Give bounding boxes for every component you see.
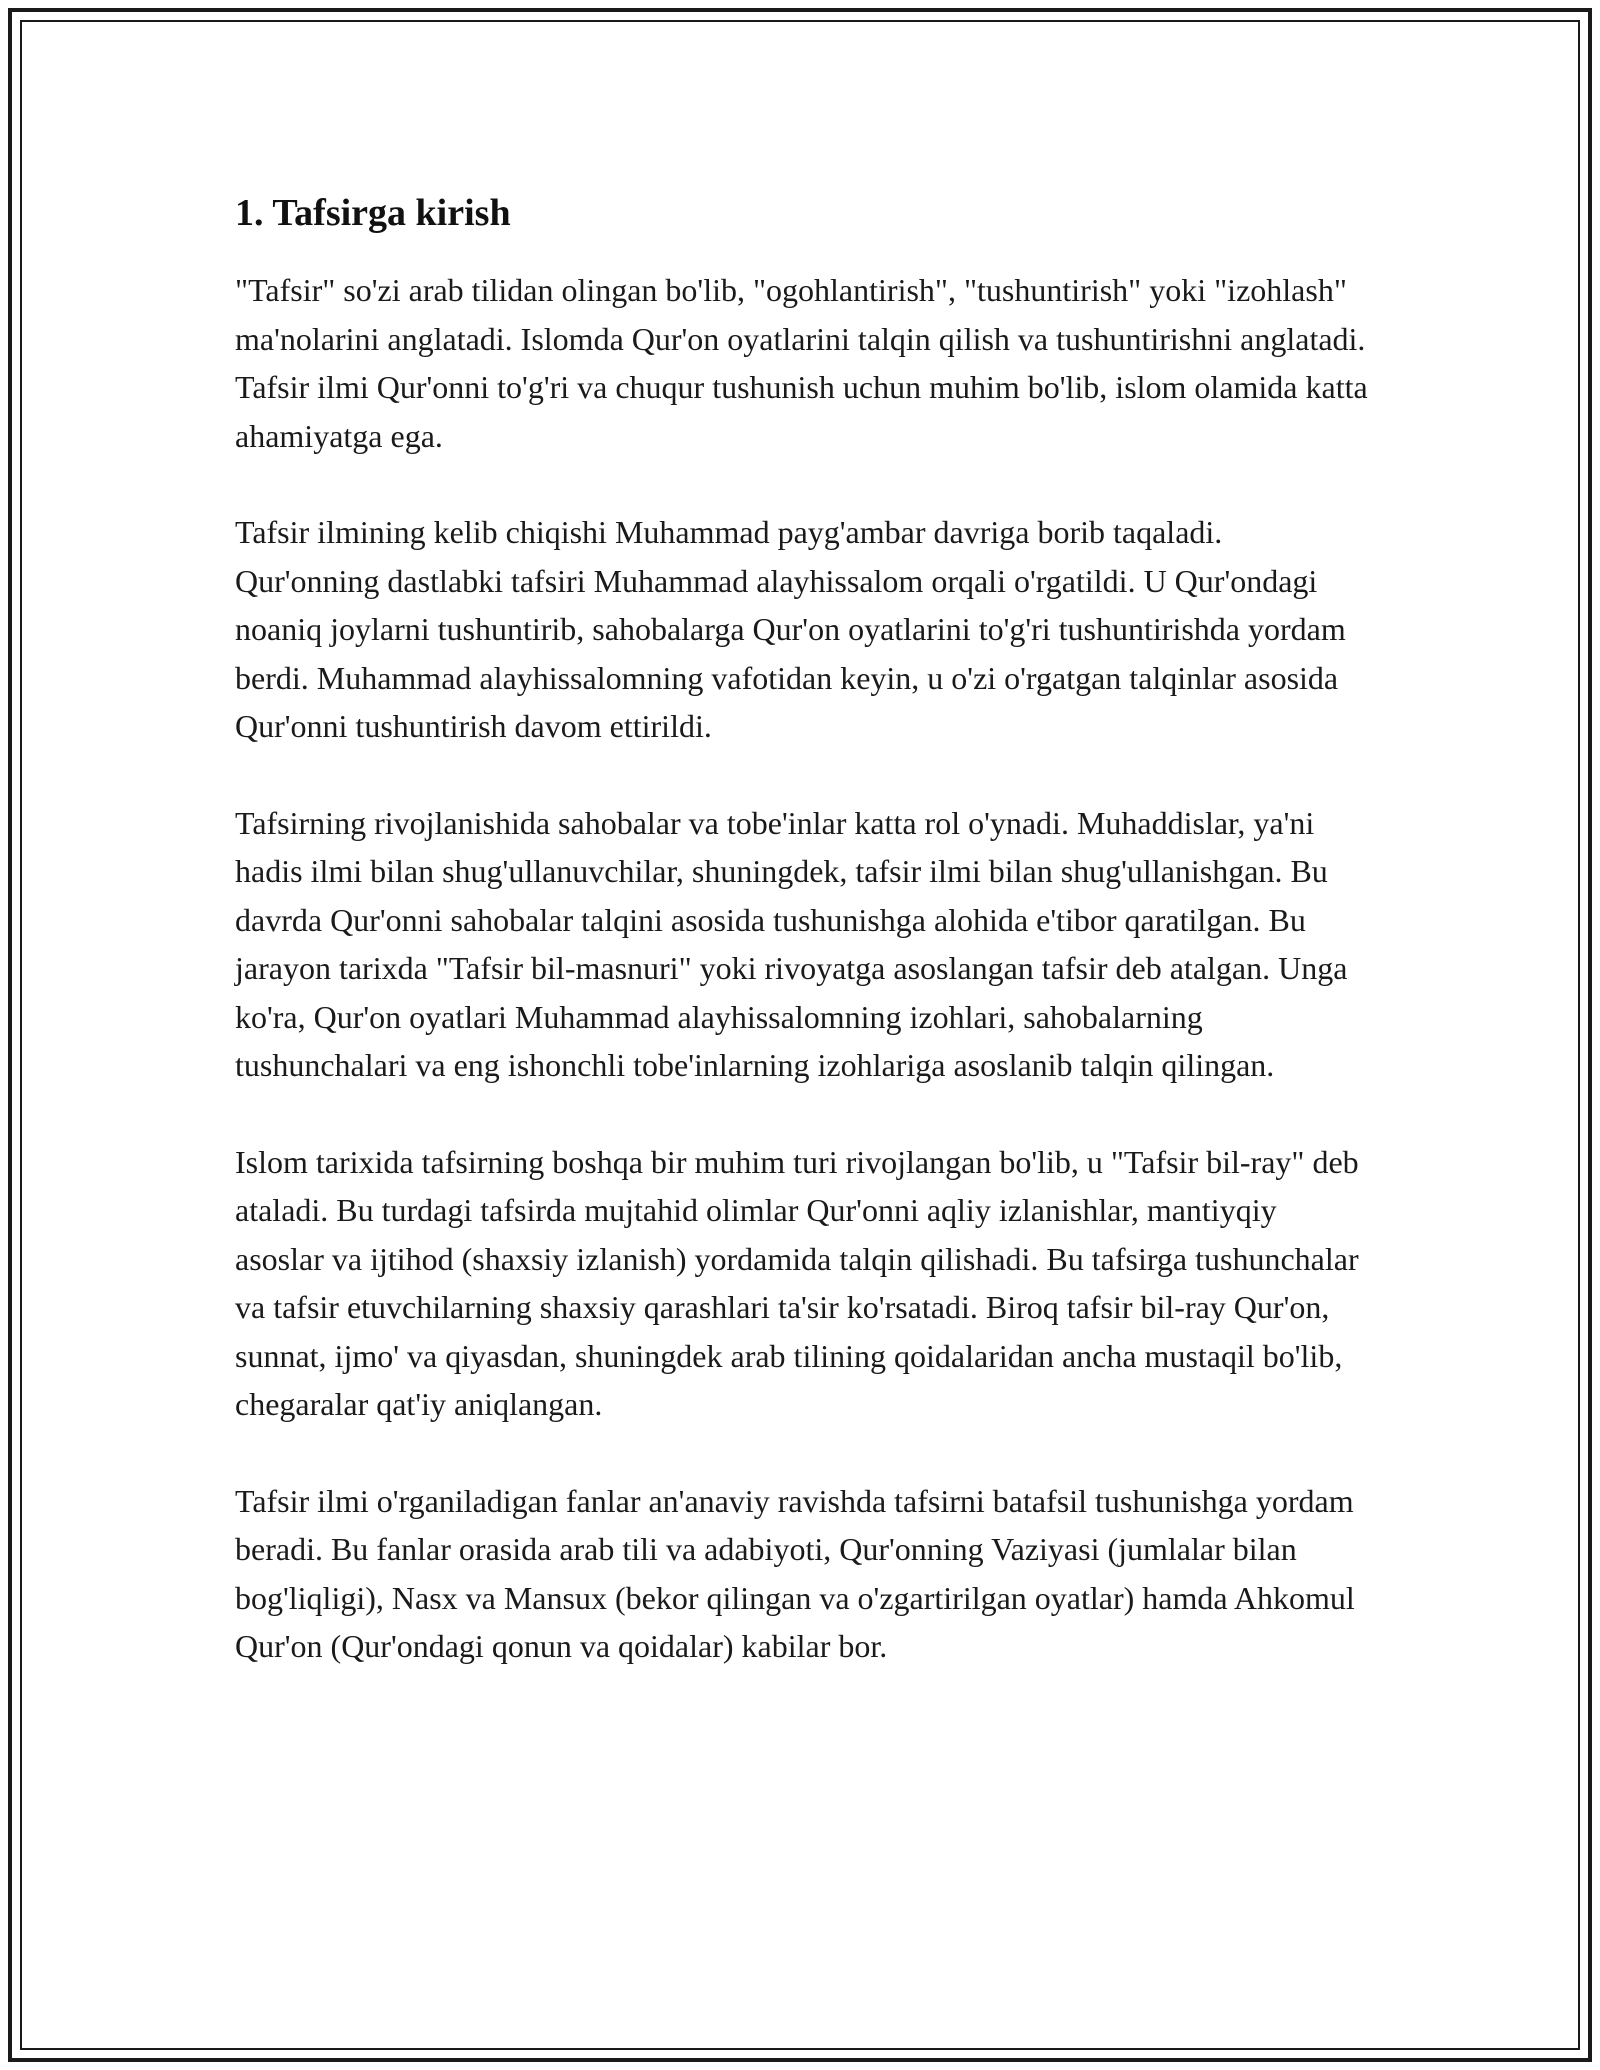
- document-body: [235, 186, 1370, 1719]
- paragraph-tafsir-sciences: Tafsir ilmi o'rganiladigan fanlar an'anaviy ravishda tafsirni batafsil tushunishga yordam beradi. Bu fanlar orasida arab tili va adabiyoti, Qur'onning Vaziyasi (jumlalar bilan bog'liqligi), Nasx va Mansux (bekor qilingan va o'zgartirilgan oyatlar) hamda Ahkomul Qur'on (Qur'ondagi qonun va qoidalar) kabilar bor.: [235, 1482, 1355, 1664]
- paragraph-tafsir-bil-masnuri: Tafsirning rivojlanishida sahobalar va tobe'inlar katta rol o'ynadi. Muhaddislar, ya'ni hadis ilmi bilan shug'ullanuvchilar, shuningdek, tafsir ilmi bilan shug'ullanishgan. Bu davrda Qur'onni sahobalar talqini asosida tushunishga alohida e'tibor qaratilgan. Bu jarayon tarixda "Tafsir bil-masnuri" yoki rivoyatga asoslangan tafsir deb atalgan. Unga ko'ra, Qur'on oyatlari Muhammad alayhissalomning izohlari, sahobalarning tushunchalari va eng ishonchli tobe'inlarning izohlariga asoslanib talqin qilingan.: [235, 804, 1348, 1083]
- paragraph-tafsir-origin: Tafsir ilmining kelib chiqishi Muhammad payg'ambar davriga borib taqaladi. Qur'onning dastlabki tafsiri Muhammad alayhissalom orqali o'rgatildi. U Qur'ondagi noaniq joylarni tushuntirib, sahobalarga Qur'on oyatlarini to'g'ri tushuntirishda yordam berdi. Muhammad alayhissalomning vafotidan keyin, u o'zi o'rgatgan talqinlar asosida Qur'onni tushuntirish davom ettirildi.: [235, 514, 1346, 744]
- section-title: 1. Tafsirga kirish: [235, 192, 511, 234]
- paragraph-tafsir-bil-ray: Islom tarixida tafsirning boshqa bir muhim turi rivojlangan bo'lib, u "Tafsir bil-ray" deb ataladi. Bu turdagi tafsirda mujtahid olimlar Qur'onni aqliy izlanishlar, mantiyqiy asoslar va ijtihod (shaxsiy izlanish) yordamida talqin qilishadi. Bu tafsirga tushunchalar va tafsir etuvchilarning shaxsiy qarashlari ta'sir ko'rsatadi. Biroq tafsir bil-ray Qur'on, sunnat, ijmo' va qiyasdan, shuningdek arab tilining qoidalaridan ancha mustaqil bo'lib, chegaralar qat'iy aniqlangan.: [235, 1143, 1359, 1422]
- paragraph-tafsir-definition: "Tafsir" so'zi arab tilidan olingan bo'lib, "ogohlantirish", "tushuntirish" yoki "izohlash" ma'nolarini anglatadi. Islomda Qur'on oyatlarini talqin qilish va tushuntirishni anglatadi. Tafsir ilmi Qur'onni to'g'ri va chuqur tushunish uchun muhim bo'lib, islom olamida katta ahamiyatga ega.: [235, 272, 1368, 454]
